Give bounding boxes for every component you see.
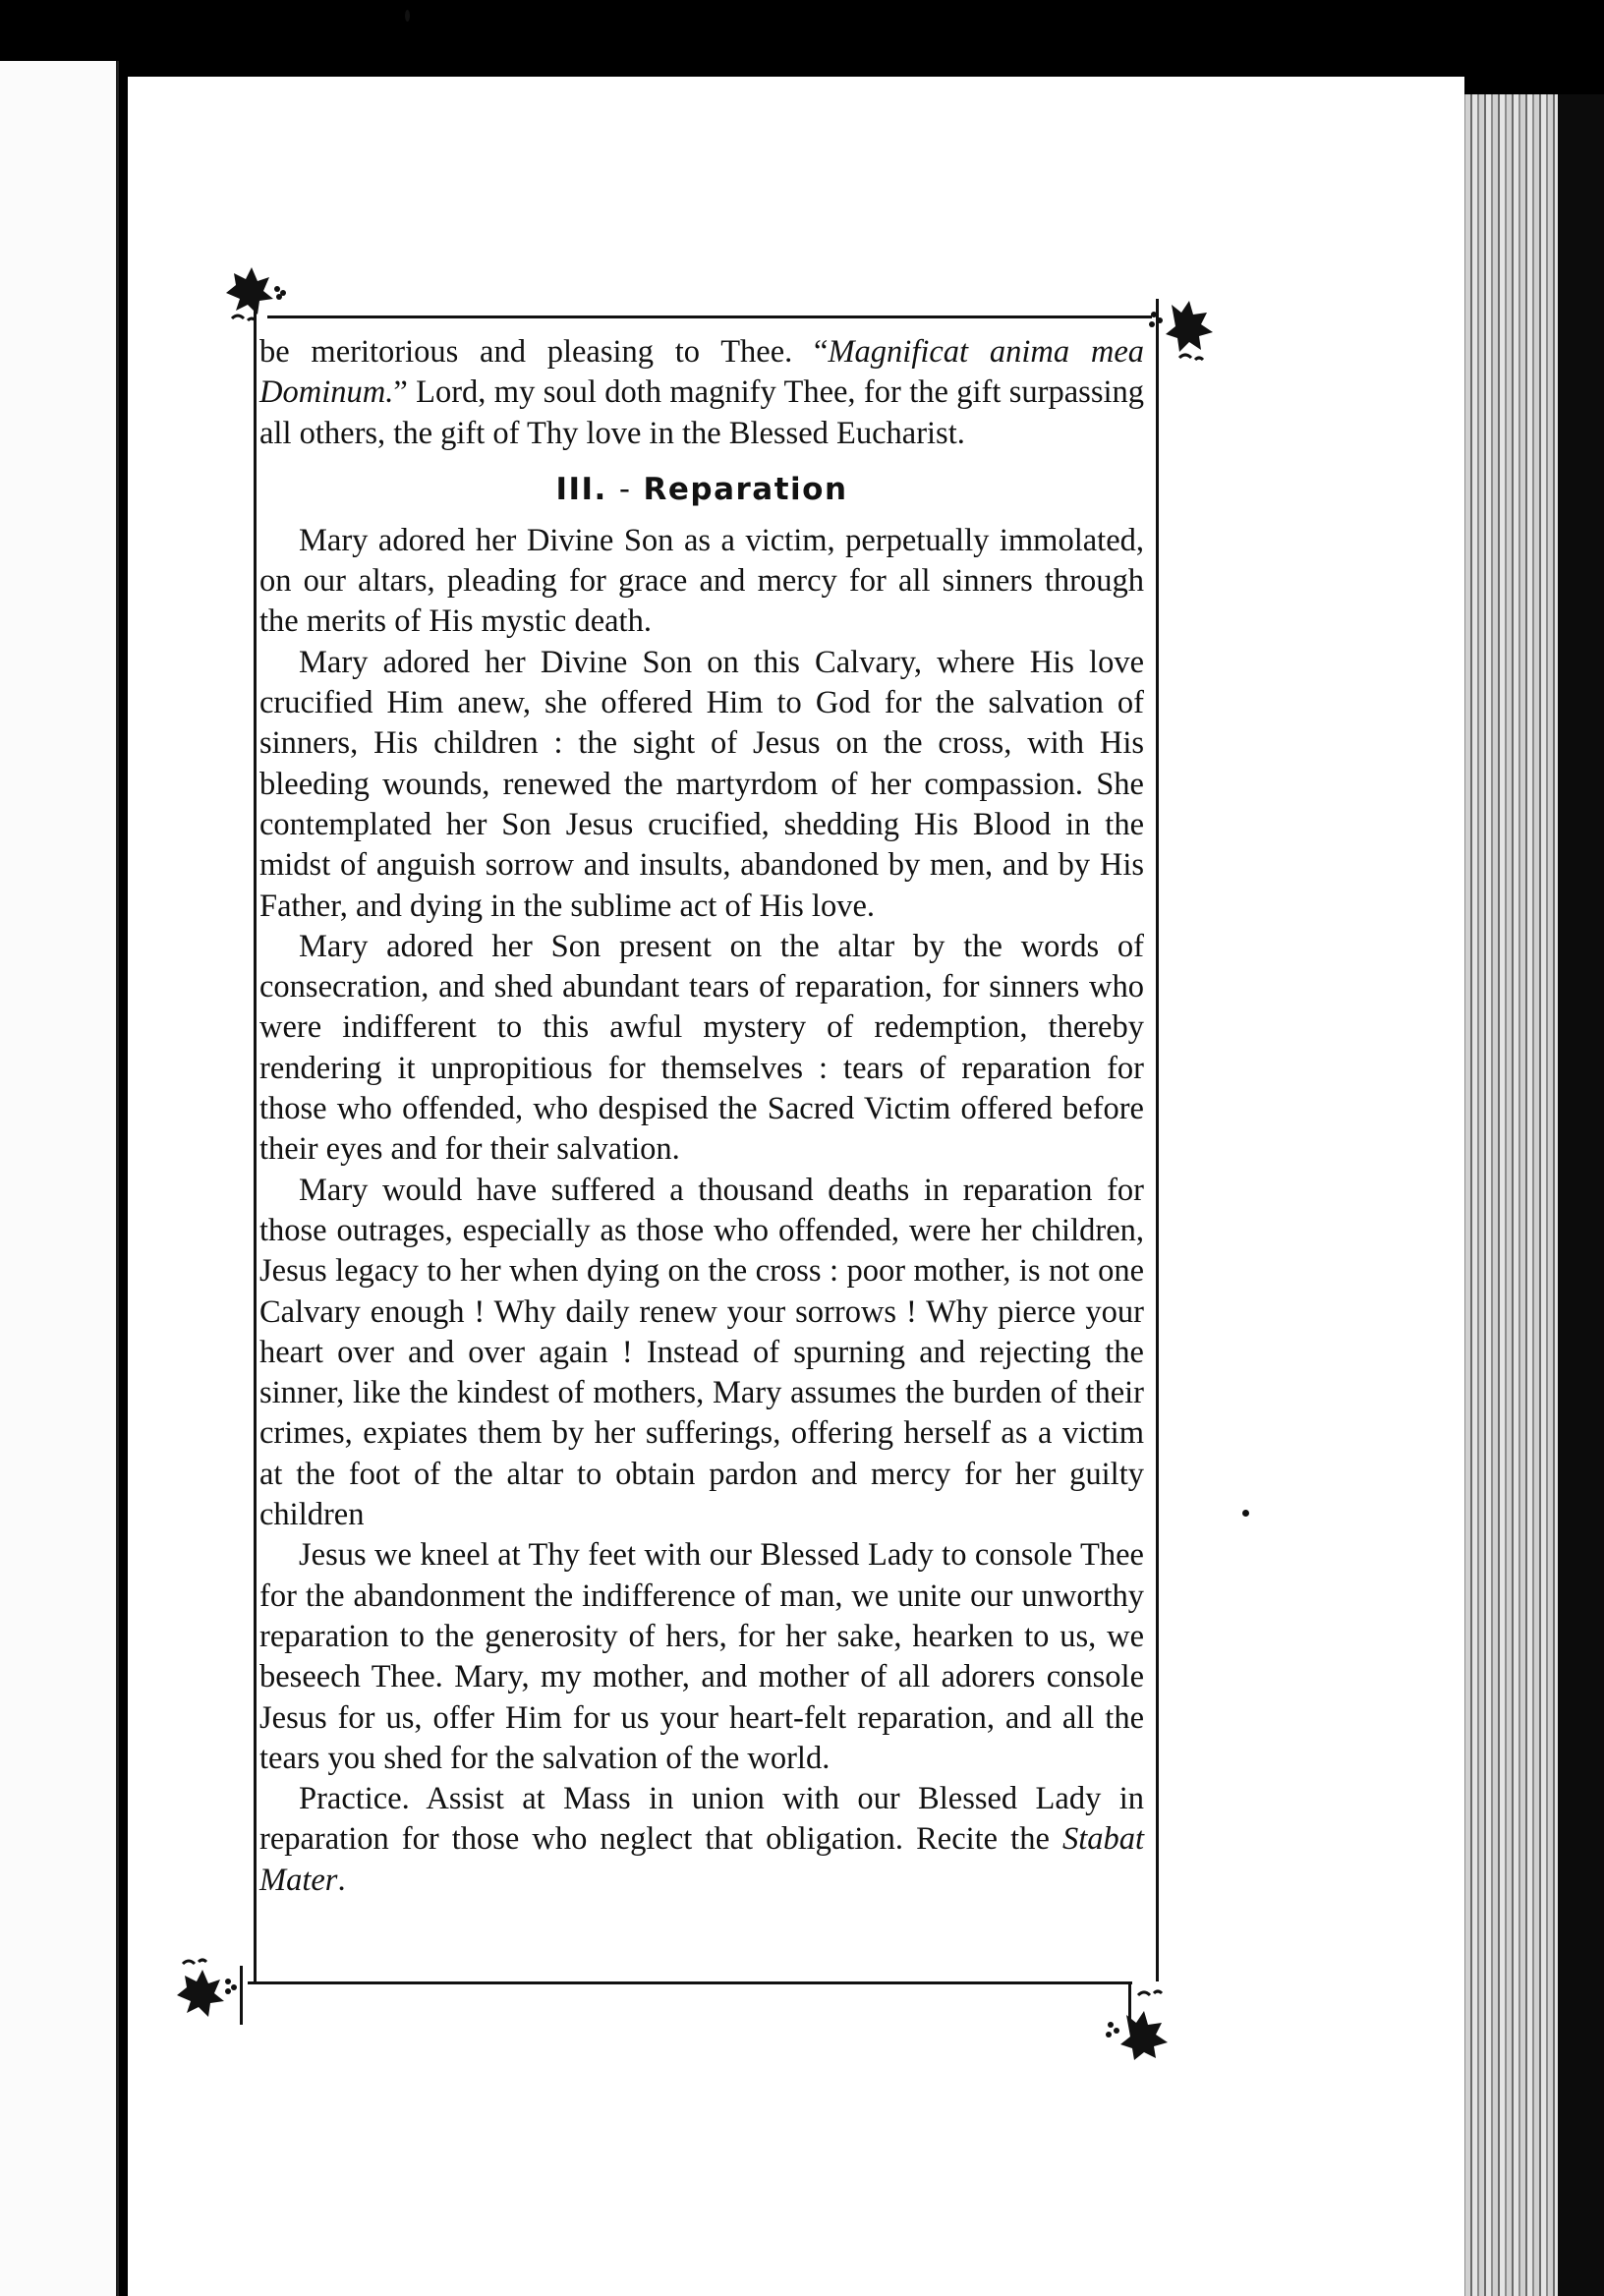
opening-text-after: ” Lord, my soul doth magnify Thee, for the gift surpassing all others, the gift of Thy love in the Blessed Eucharist. bbox=[259, 374, 1144, 451]
practice-paragraph bbox=[259, 1779, 1144, 1901]
opening-paragraph bbox=[259, 332, 1144, 454]
vine-leaf-ornament-bottom-right bbox=[1099, 1981, 1179, 2060]
ink-speck bbox=[405, 10, 410, 22]
section-title: Reparation bbox=[643, 471, 848, 507]
paragraph-2: Mary adored her Divine Son on this Calvary, where His love crucified Him anew, she offered Him to God for the salvation of sinners, His children : the sight of Jesus on the cross, with His bleeding wounds, renewed the martyrdom of her compassion. She contemplated her Son Jesus crucified, shedding His Blood in the midst of anguish sorrow and insults, abandoned by men, and by His Father, and dying in the sublime act of His love. bbox=[259, 644, 1144, 924]
paragraph-3: Mary adored her Son present on the altar by the words of consecration, and shed abundant tears of reparation, for sinners who were indifferent to this awful mystery of redemption, thereby rendering it unpropitious for themselves : tears of reparation for those who offended, who despised the Sacred Victim offered before their eyes and for their salvation. bbox=[259, 928, 1144, 1168]
opening-text-before: be meritorious and pleasing to Thee. “ bbox=[259, 334, 829, 370]
hymn-title: Stabat Mater bbox=[259, 1821, 1144, 1898]
practice-text-before: Practice. Assist at Mass in union with our Blessed Lady in reparation for those who neglect that obligation. Recite the bbox=[259, 1781, 1144, 1858]
latin-quote: Magnificat anima mea Dominum. bbox=[259, 334, 1144, 411]
vine-leaf-ornament-bottom-left bbox=[169, 1952, 250, 2031]
frame-left-rule bbox=[254, 330, 257, 1981]
vine-leaf-ornament-top-left bbox=[218, 263, 297, 330]
page-text bbox=[259, 332, 1144, 1901]
practice-text-after: . bbox=[337, 1862, 346, 1898]
frame-top-rule bbox=[267, 316, 1152, 318]
book-cover-edge bbox=[1558, 94, 1604, 2296]
paragraph-1: Mary adored her Divine Son as a victim, perpetually immolated, on our altars, pleading for grace and mercy for all sinners through the merits of His mystic death. bbox=[259, 522, 1144, 640]
section-heading bbox=[259, 468, 1144, 511]
section-numeral: III. bbox=[555, 471, 607, 507]
frame-bottom-rule bbox=[248, 1981, 1132, 1984]
paragraph-4: Mary would have suffered a thousand deaths in reparation for those outrages, especially as those who offended, were her children, Jesus legacy to her when dying on the cross : poor mother, is not one Calvary enough ! Why daily renew your sorrows ! Why pierce your heart over and over again ! Instead of spurning and rejecting the sinner, like the kindest of mothers, Mary assumes the burden of their crimes, expiates them by her sufferings, offering herself as a victim at the foot of the altar to obtain pardon and mercy for her guilty children bbox=[259, 1172, 1144, 1533]
ink-speck bbox=[1242, 1510, 1249, 1517]
left-page-edge bbox=[0, 61, 119, 2296]
paragraph-5: Jesus we kneel at Thy feet with our Blessed Lady to console Thee for the abandonment the indifference of man, we unite our unworthy reparation to the generosity of hers, for her sake, hearken to us, we beseech Thee. Mary, my mother, and mother of all adorers console Jesus for us, offer Him for us your heart-felt reparation, and all the tears you shed for the salvation of the world. bbox=[259, 1537, 1144, 1776]
section-dash: - bbox=[618, 471, 632, 507]
frame-right-rule bbox=[1156, 346, 1159, 1981]
vine-leaf-ornament-top-right bbox=[1142, 295, 1221, 366]
